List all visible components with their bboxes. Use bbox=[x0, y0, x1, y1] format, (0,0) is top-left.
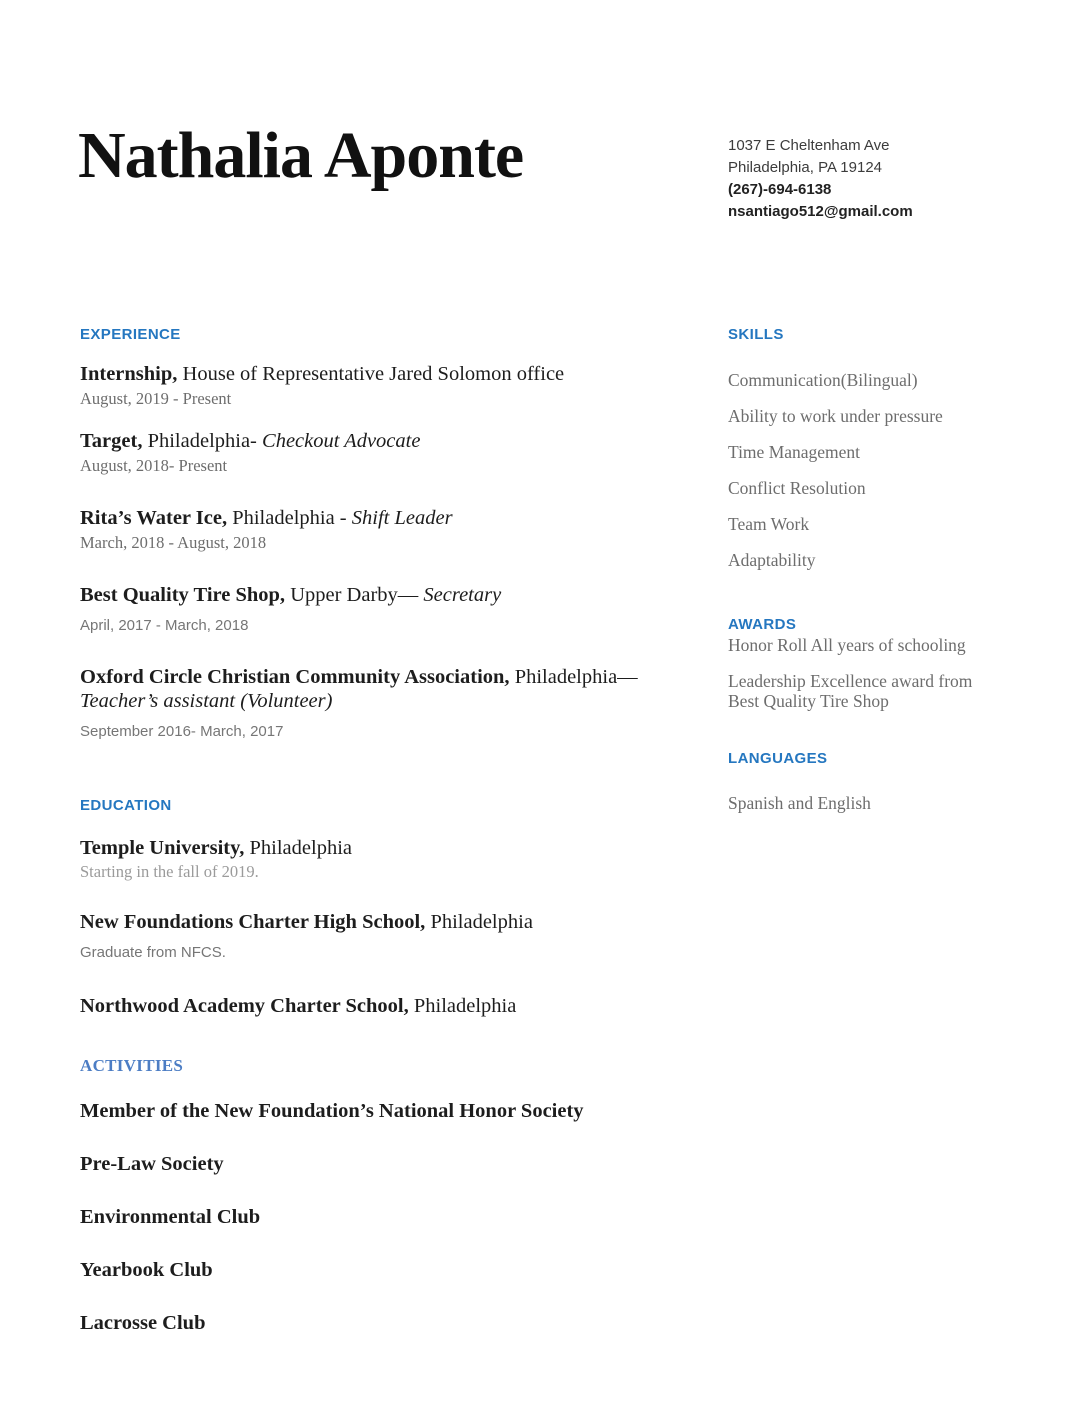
experience-entry bbox=[80, 429, 680, 476]
section-header-education: EDUCATION bbox=[80, 797, 172, 814]
experience-detail: Upper Darby— bbox=[285, 584, 424, 606]
main-column bbox=[80, 326, 680, 1364]
education-title bbox=[80, 994, 680, 1018]
contact-address-line1: 1037 E Cheltenham Ave bbox=[728, 137, 890, 154]
experience-date: March, 2018 - August, 2018 bbox=[80, 533, 267, 552]
education-entry bbox=[80, 836, 680, 882]
experience-role: Teacher’s assistant (Volunteer) bbox=[80, 690, 333, 712]
experience-entry bbox=[80, 362, 680, 409]
experience-title bbox=[80, 583, 680, 607]
activity-item: Pre-Law Society bbox=[80, 1153, 224, 1175]
experience-entry bbox=[80, 506, 680, 553]
sidebar-column bbox=[728, 326, 976, 814]
language-item: Spanish and English bbox=[728, 793, 871, 813]
experience-detail: Philadelphia— bbox=[509, 666, 638, 688]
experience-org: Internship, bbox=[80, 363, 178, 385]
education-city: Philadelphia bbox=[425, 911, 533, 933]
experience-date: April, 2017 - March, 2018 bbox=[80, 617, 249, 634]
activity-item: Yearbook Club bbox=[80, 1259, 213, 1281]
contact-address-line2: Philadelphia, PA 19124 bbox=[728, 159, 883, 176]
activity-item: Environmental Club bbox=[80, 1206, 261, 1228]
experience-title bbox=[80, 362, 680, 386]
experience-entry bbox=[80, 665, 680, 741]
education-school: Northwood Academy Charter School, bbox=[80, 995, 409, 1017]
contact-block bbox=[728, 135, 913, 223]
experience-detail: Philadelphia- bbox=[142, 430, 263, 452]
activity-item: Lacrosse Club bbox=[80, 1312, 206, 1334]
skill-item: Team Work bbox=[728, 514, 810, 534]
education-entry bbox=[80, 910, 680, 962]
person-name: Nathalia Aponte bbox=[78, 119, 524, 192]
experience-title bbox=[80, 665, 680, 713]
contact-email: nsantiago512@gmail.com bbox=[728, 203, 913, 220]
experience-org: Target, bbox=[80, 430, 143, 452]
award-item: Honor Roll All years of schooling bbox=[728, 635, 966, 655]
experience-org: Best Quality Tire Shop, bbox=[80, 584, 286, 606]
skill-item: Communication(Bilingual) bbox=[728, 370, 918, 390]
skill-item: Conflict Resolution bbox=[728, 478, 866, 498]
award-item: Leadership Excellence award from Best Quality Tire Shop bbox=[728, 671, 973, 711]
skill-item: Adaptability bbox=[728, 550, 816, 570]
activity-item: Member of the New Foundation’s National Honor Society bbox=[80, 1100, 584, 1122]
experience-role: Secretary bbox=[423, 584, 502, 606]
contact-phone: (267)-694-6138 bbox=[728, 181, 832, 198]
section-header-activities: ACTIVITIES bbox=[80, 1056, 184, 1075]
education-entry bbox=[80, 994, 680, 1018]
education-city: Philadelphia bbox=[244, 837, 352, 859]
section-header-awards: AWARDS bbox=[728, 616, 797, 633]
experience-title bbox=[80, 429, 680, 453]
skill-item: Time Management bbox=[728, 442, 861, 462]
experience-date: September 2016- March, 2017 bbox=[80, 723, 284, 740]
experience-role: Shift Leader bbox=[351, 507, 453, 529]
experience-entry bbox=[80, 583, 680, 635]
section-header-languages: LANGUAGES bbox=[728, 750, 828, 767]
education-title bbox=[80, 836, 680, 860]
experience-org: Oxford Circle Christian Community Association, bbox=[80, 666, 510, 688]
experience-detail: House of Representative Jared Solomon office bbox=[177, 363, 565, 385]
experience-org: Rita’s Water Ice, bbox=[80, 507, 228, 529]
experience-role: Checkout Advocate bbox=[262, 430, 421, 452]
experience-date: August, 2019 - Present bbox=[80, 389, 232, 408]
education-school: Temple University, bbox=[80, 837, 245, 859]
education-note: Graduate from NFCS. bbox=[80, 944, 226, 961]
experience-title bbox=[80, 506, 680, 530]
section-header-experience: EXPERIENCE bbox=[80, 326, 181, 343]
education-school: New Foundations Charter High School, bbox=[80, 911, 426, 933]
experience-date: August, 2018- Present bbox=[80, 456, 228, 475]
skill-item: Ability to work under pressure bbox=[728, 406, 943, 426]
education-note: Starting in the fall of 2019. bbox=[80, 862, 259, 881]
education-city: Philadelphia bbox=[408, 995, 517, 1017]
section-header-skills: SKILLS bbox=[728, 326, 784, 343]
experience-detail: Philadelphia - bbox=[227, 507, 352, 529]
education-title bbox=[80, 910, 680, 934]
